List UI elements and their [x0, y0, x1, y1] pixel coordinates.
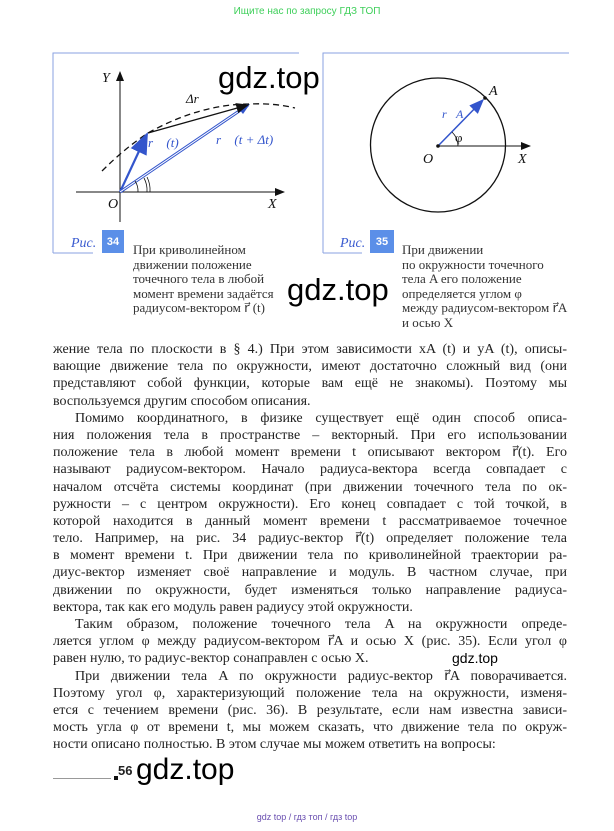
text-line: воспользуемся другим способом описания.	[53, 393, 311, 409]
figure-35-number-badge: 35	[370, 230, 394, 253]
label-r-t: r⃗ (t)	[148, 135, 179, 150]
caption-line: тела A его положение	[402, 271, 522, 286]
figure-35-caption	[402, 243, 567, 330]
caption-line: между радиусом-вектором r⃗A	[402, 300, 568, 315]
caption-line: При криволинейном	[133, 242, 246, 257]
text-line: ляется углом φ между радиусом-вектором r⃗A и осью X (рис. 35). Если угол φ	[53, 634, 567, 650]
footer-links: gdz top / гдз топ / гдз top	[256, 812, 358, 822]
text-line: началом отсчёта системы координат (при движении точечного тела по ок-	[53, 479, 567, 495]
label-phi: φ	[455, 130, 463, 145]
label-a: A	[489, 84, 498, 99]
figure-35-diagram	[371, 78, 531, 212]
label-x: X	[268, 197, 277, 212]
text-line: ется с течением времени (рис. 36). В результате, если нам известна зависи-	[53, 702, 567, 718]
text-line: называют радиусом-вектором. Начало радиуса-вектора всегда совпадает с	[53, 462, 567, 478]
page-number-rule	[53, 778, 111, 779]
watermark: gdz.top	[218, 60, 320, 95]
text-line: ности описано полностью. В этом случае мы можем ответить на вопросы:	[53, 737, 496, 753]
text-line: вающие движение тела по окружности, имеют достаточно сложный вид (они	[53, 359, 567, 375]
label-x: X	[518, 152, 527, 167]
text-line: жение тела по плоскости в § 4.) При этом зависимости xA (t) и yA (t), описы-	[53, 342, 567, 357]
search-hint-banner: Ищите нас по запросу ГДЗ ТОП	[233, 6, 381, 17]
text-line: мость угла φ от времени t, мы можем сказать, что движение тела по окруж-	[53, 720, 567, 736]
text-line: тело. Например, на рис. 34 радиус-вектор r⃗(t) определяет положение тела	[53, 531, 567, 547]
watermark: gdz.top	[136, 753, 235, 786]
figure-34-caption	[133, 243, 274, 316]
text-line: которой находится в данный момент времени t рассматриваемое точечное	[53, 513, 567, 529]
caption-line: и осью X	[402, 314, 454, 330]
caption-line: При движении	[402, 242, 484, 257]
label-o: O	[108, 197, 119, 212]
text-line: Таким образом, положение точечного тела A на окружности опреде-	[75, 617, 567, 632]
caption-line: движении положение	[133, 256, 252, 272]
label-o: O	[423, 152, 434, 167]
figure-34-number-badge: 34	[102, 230, 124, 253]
caption-line: определяется углом φ	[402, 285, 522, 301]
text-line: ружности – с центром окружности). Его конец совпадает с той точкой, в	[53, 496, 567, 512]
text-line: в момент времени t. При движении тела по криволинейной траектории ра-	[53, 548, 567, 564]
caption-line: радиусом-вектором r⃗ (t)	[133, 300, 265, 315]
label-y: Y	[102, 71, 110, 86]
watermark: gdz.top	[452, 650, 498, 666]
text-line: представляют собой функции, которые вам ещё не знакомы). Поэтому мы	[53, 376, 567, 392]
text-line: движении по окружности, будет изменяться только направление радиуса-	[53, 582, 567, 598]
body-text	[53, 341, 567, 754]
text-line: положение тела в любой момент времени t описывают вектором r⃗(t). Его	[53, 445, 567, 461]
text-line: вектора, так как его модуль равен радиусу этой окружности.	[53, 599, 413, 615]
label-delta-r: Δr⃗	[186, 91, 209, 106]
text-line: Поэтому угол φ, характеризующий положение тела на окружности, изменя-	[53, 685, 567, 701]
figure-35-frame	[323, 53, 569, 253]
text-line: диус-вектор изменяет своё направление и модуль. В частном случае, при	[53, 565, 567, 581]
figure-35-ris-label: Рис.	[340, 236, 366, 251]
figure-34-ris-label: Рис.	[71, 236, 97, 251]
caption-line: по окружности точечного	[402, 256, 544, 272]
page-number: 56	[118, 763, 133, 778]
point-a	[483, 96, 487, 100]
text-line: ния положения тела в пространстве – векторный. При его использовании	[53, 427, 567, 443]
text-line: При движении тела A по окружности радиус-вектор r⃗A поворачивается.	[75, 668, 567, 684]
text-line: Помимо координатного, в физике существует ещё один способ описа-	[75, 410, 567, 426]
label-r-a: r⃗A	[442, 107, 464, 121]
caption-line: точечного тела в любой	[133, 271, 265, 286]
watermark: gdz.top	[287, 272, 389, 307]
origin-point	[436, 144, 440, 148]
vector-delta-r	[148, 105, 248, 133]
text-line: равен нулю, то радиус-вектор сонаправлен с осью X.	[53, 651, 369, 667]
label-r-t-dt: r⃗ (t + Δt)	[216, 132, 274, 147]
caption-line: момент времени задаётся	[133, 285, 274, 301]
